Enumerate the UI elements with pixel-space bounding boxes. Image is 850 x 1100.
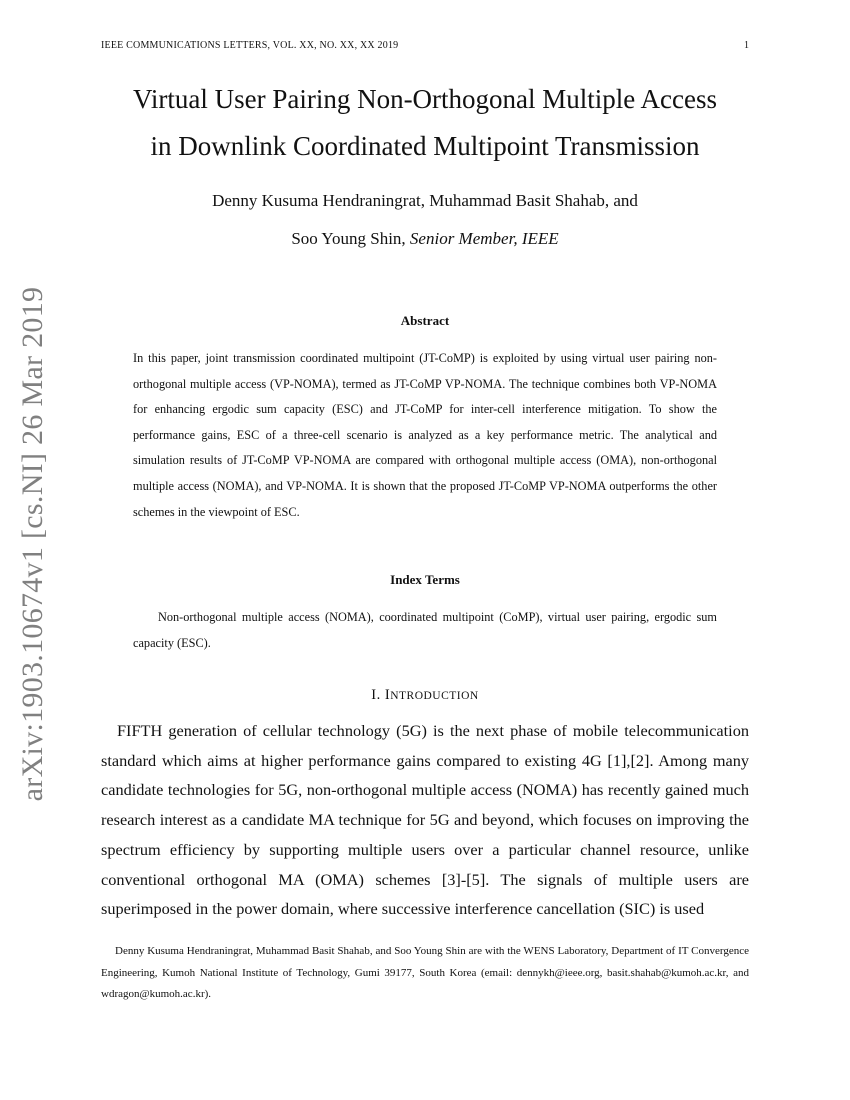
- arxiv-identifier: arXiv:1903.10674v1 [cs.NI] 26 Mar 2019: [16, 286, 49, 802]
- section-numeral: I.: [371, 687, 385, 703]
- index-terms-text: Non-orthogonal multiple access (NOMA), coordinated multipoint (CoMP), virtual user pairing, ergodic sum capacity (ESC).: [133, 610, 717, 650]
- author-affiliation-footnote: Denny Kusuma Hendraningrat, Muhammad Basit Shahab, and Soo Young Shin are with the WENS Laboratory, Department of IT Convergence Engineering, Kumoh National Institute of Technology, Gumi 39177, South Korea (email: dennykh@ieee.org, basit.shahab@kumoh.ac.kr, and wdragon@kumoh.ac.kr).: [101, 945, 749, 1000]
- paper-title-line-2: in Downlink Coordinated Multipoint Transmission: [150, 131, 700, 161]
- author-name: Soo Young Shin,: [291, 229, 406, 248]
- section-title-rest: NTRODUCTION: [390, 690, 479, 702]
- author-list-line-2: [90, 229, 760, 249]
- introduction-text: FIFTH generation of cellular technology (5G) is the next phase of mobile telecommunication standard which aims at higher performance gains compared to existing 4G [1],[2]. Among many candidate technologies for 5G, non-orthogonal multiple access (NOMA) has recently gained much research interest as a candidate MA technique for 5G and beyond, which focuses on improving the spectrum efficiency by supporting multiple users over a particular channel resource, unlike conventional orthogonal MA (OMA) schemes [3]-[5]. The signals of multiple users are superimposed in the power domain, where successive interference cancellation (SIC) is used: [101, 721, 749, 919]
- running-header: IEEE COMMUNICATIONS LETTERS, VOL. XX, NO. XX, XX 2019: [101, 40, 399, 51]
- page-number: 1: [744, 40, 749, 51]
- author-membership: Senior Member, IEEE: [409, 229, 559, 248]
- index-terms-heading: Index Terms: [390, 572, 460, 587]
- author-list-line-1: Denny Kusuma Hendraningrat, Muhammad Basit Shahab, and: [212, 191, 638, 210]
- abstract-text: In this paper, joint transmission coordinated multipoint (JT-CoMP) is exploited by using virtual user pairing non-orthogonal multiple access (VP-NOMA), termed as JT-CoMP VP-NOMA. The technique combines both VP-NOMA for enhancing ergodic sum capacity (ESC) and JT-CoMP for inter-cell interference mitigation. To show the performance gains, ESC of a three-cell scenario is analyzed as a key performance metric. The analytical and simulation results of JT-CoMP VP-NOMA are compared with orthogonal multiple access (OMA), non-orthogonal multiple access (NOMA), and VP-NOMA. It is shown that the proposed JT-CoMP VP-NOMA outperforms the other schemes in the viewpoint of ESC.: [133, 351, 717, 519]
- abstract-heading: Abstract: [400, 313, 450, 328]
- section-title-initial: I: [384, 687, 391, 703]
- paper-title-line-1: Virtual User Pairing Non-Orthogonal Multiple Access: [132, 84, 718, 114]
- introduction-heading: [101, 687, 749, 704]
